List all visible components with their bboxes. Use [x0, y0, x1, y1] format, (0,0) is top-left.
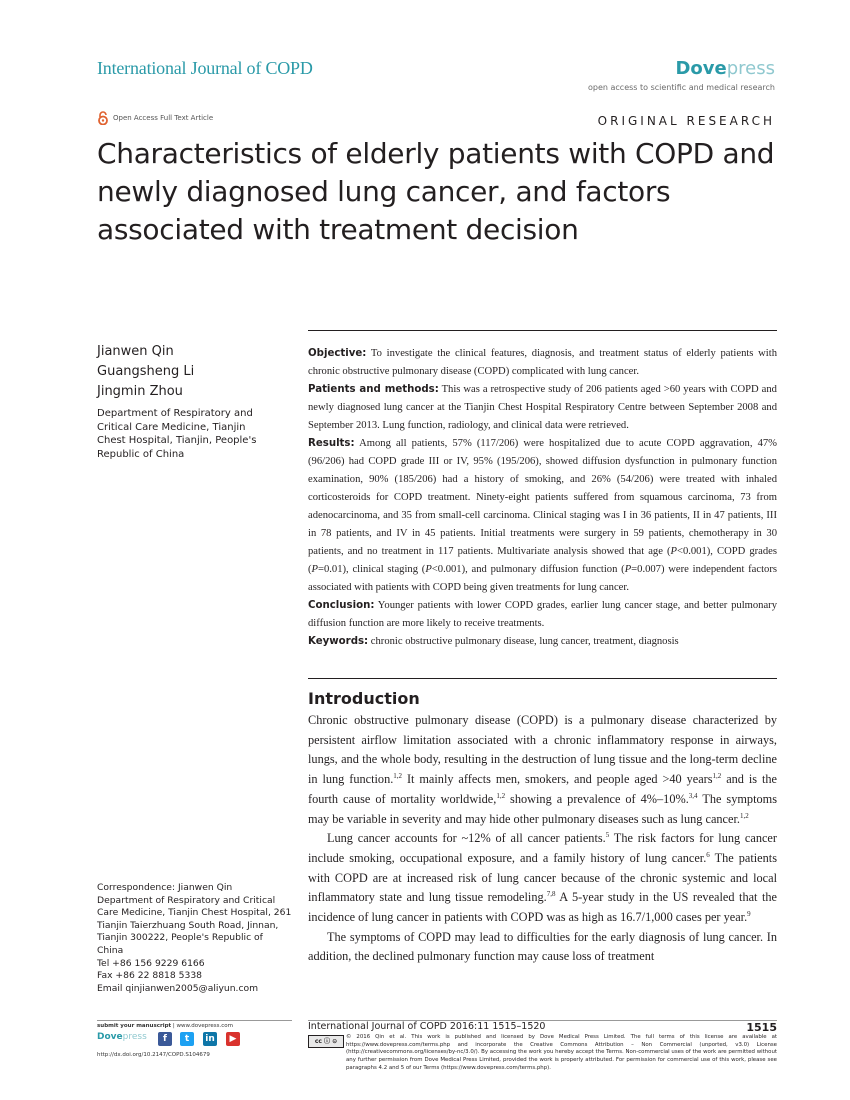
footer-publisher-logo[interactable]: [97, 1032, 147, 1042]
reference-link[interactable]: 1,2: [739, 811, 749, 820]
abstract: [308, 345, 777, 651]
intro-text: Lung cancer accounts for ~12% of all cancer patients.: [327, 831, 606, 846]
results-text: Among all patients, 57% (117/206) were hospitalized due to acute COPD aggravation, 47% (96/206) had COPD grade III or IV, 95% (195/206), showed diffusion dysfunction in pulmonary function examination, 90% (185/206) had a history of smoking, and 26% (54/206) were treated with inhaled corticosteroids for COPD treatment. Ninety-eight patients suffered from squamous carcinoma, 73 from adenocarcinoma, and 35 from small-cell carcinoma. Clinical staging was I in 36 patients, II in 47 patients, III in 78 patients, and IV in 45 patients. Initial treatments were surgery in 59 patients, chemotherapy in 30 patients, and no treatment in 117 patients. Multivariate analysis showed that age (: [308, 438, 777, 557]
methods-label: Patients and methods:: [308, 384, 439, 395]
results-text: =0.007) were independent factors associated with patients with COPD being given treatments for lung cancer.: [308, 564, 777, 593]
methods-text: This was a retrospective study of 206 patients aged >60 years with COPD and newly diagnosed lung cancer at the Tianjin Chest Hospital Respiratory Centre between September 2008 and September 2013. Lung function, radiology, and clinical data were retrieved.: [308, 384, 777, 431]
intro-text: It mainly affects men, smokers, and people aged >40 years: [402, 772, 713, 787]
objective-text: To investigate the clinical features, diagnosis, and treatment status of elderly patients with chronic obstructive pulmonary disease (COPD) complicated with lung cancer.: [308, 348, 777, 377]
reference-link[interactable]: 1,2: [393, 772, 403, 781]
abstract-objective: [308, 345, 777, 381]
results-text: =0.01), clinical staging (: [318, 564, 426, 575]
results-text: <0.001), COPD grades (: [308, 546, 777, 575]
footer-logo-light: press: [122, 1032, 147, 1042]
reference-link[interactable]: 9: [747, 909, 751, 918]
page-number: 1515: [746, 1021, 777, 1034]
abstract-results: [308, 435, 777, 597]
intro-text: Chronic obstructive pulmonary disease (COPD) is a pulmonary disease characterized by persistent airflow limitation associated with a chronic inflammatory response in airways, lungs, and the whole body, resulting in the destruction of lung tissue and the long-term decline in lung function.: [308, 713, 777, 787]
introduction-heading: Introduction: [308, 689, 420, 708]
intro-text: The symptoms may be variable in severity and may hide other pulmonary diseases such as lung cancer.: [308, 791, 777, 826]
p-value-symbol: P: [425, 564, 432, 575]
doi-link[interactable]: http://dx.doi.org/10.2147/COPD.S104679: [97, 1052, 210, 1058]
conclusion-text: Younger patients with lower COPD grades, earlier lung cancer stage, and better pulmonary diffusion function are more likely to receive treatments.: [308, 600, 777, 629]
publisher-logo-bold: Dove: [675, 58, 727, 79]
publisher-logo[interactable]: [675, 58, 775, 79]
correspondence-block: [97, 882, 292, 995]
creative-commons-badge[interactable]: cc ⓘ ⊝: [308, 1035, 344, 1048]
objective-label: Objective:: [308, 348, 367, 359]
results-label: Results:: [308, 438, 355, 449]
submit-url: | www.dovepress.com: [171, 1023, 233, 1029]
intro-paragraph: [308, 928, 777, 967]
intro-text: The risk factors for lung cancer include smoking, occupational exposure, and a family history of lung cancer.: [308, 831, 777, 865]
reference-link[interactable]: 7,8: [546, 890, 556, 899]
article-type: ORIGINAL RESEARCH: [597, 114, 775, 128]
intro-text: showing a prevalence of 4%–10%.: [505, 791, 689, 806]
intro-text: A 5-year study in the US revealed that the incidence of lung cancer in patients with COPD was as high as 16.7/1,000 cases per year.: [308, 890, 777, 925]
journal-name[interactable]: International Journal of COPD: [97, 58, 313, 78]
author-name[interactable]: Jianwen Qin: [97, 344, 174, 359]
reference-link[interactable]: 6: [706, 850, 710, 859]
intro-paragraph: [308, 711, 777, 829]
intro-paragraph: [308, 829, 777, 928]
abstract-conclusion: [308, 597, 777, 633]
correspondence-text: Correspondence: Jianwen Qin Department of Respiratory and Critical Care Medicine, Tianjin Chest Hospital, 261 Tianjin Taierzhuang South Road, Jinnan, Tianjin 300222, People's Republic of China Tel +86 156 9229 6166 Fax +86 22 8818 5338 Email qinjianwen2005@aliyun.com: [97, 882, 292, 994]
author-name[interactable]: Guangsheng Li: [97, 364, 195, 379]
facebook-icon[interactable]: f: [158, 1032, 172, 1046]
abstract-bottom-divider: [308, 678, 777, 679]
keywords-label: Keywords:: [308, 636, 369, 647]
results-text: <0.001), and pulmonary diffusion function (: [431, 564, 625, 575]
license-text: © 2016 Qin et al. This work is published and licensed by Dove Medical Press Limited. The full terms of this license are available at https://www.dovepress.com/terms.php and incorporate the Creative Commons Attribution – Non Commercial (unported, v3.0) License (http://creativecommons.org/licenses/by-nc/3.0/). By accessing the work you hereby accept the Terms. Non-commercial uses of the work are permitted without any further permission from Dove Medical Press Limited, provided the work is properly attributed. For permission for commercial use of this work, please see paragraphs 4.2 and 5 of our Terms (https://www.dovepress.com/terms.php).: [346, 1034, 777, 1071]
p-value-symbol: P: [311, 564, 319, 575]
author-affiliation: Department of Respiratory and Critical Care Medicine, Tianjin Chest Hospital, Tianjin, People's Republic of China: [97, 408, 257, 460]
open-access-icon: [97, 111, 109, 125]
author-name[interactable]: Jingmin Zhou: [97, 384, 183, 399]
author-list: [97, 342, 194, 402]
reference-link[interactable]: 5: [605, 831, 610, 840]
journal-citation: International Journal of COPD 2016:11 1515–1520: [308, 1021, 546, 1032]
intro-text: The symptoms of COPD may lead to difficulties for the early diagnosis of lung cancer. In addition, the declined pulmonary function may cause loss of treatment: [308, 929, 777, 964]
footer-divider-left: [97, 1020, 292, 1021]
conclusion-label: Conclusion:: [308, 600, 375, 611]
intro-text: and is the fourth cause of mortality worldwide,: [308, 772, 777, 806]
linkedin-icon[interactable]: in: [203, 1032, 217, 1046]
abstract-methods: [308, 381, 777, 435]
p-value-symbol: P: [624, 564, 632, 575]
publisher-tagline: open access to scientific and medical research: [588, 83, 775, 92]
open-access-label: Open Access Full Text Article: [113, 114, 214, 122]
introduction-body: [308, 711, 777, 967]
submit-label: submit your manuscript: [97, 1023, 172, 1029]
reference-link[interactable]: 3,4: [688, 791, 698, 800]
reference-link[interactable]: 1,2: [496, 791, 506, 800]
youtube-icon[interactable]: ▶: [226, 1032, 240, 1046]
abstract-top-divider: [308, 330, 777, 331]
publisher-logo-light: press: [726, 58, 775, 79]
abstract-keywords: [308, 633, 777, 651]
reference-link[interactable]: 1,2: [712, 772, 722, 781]
p-value-symbol: P: [670, 546, 677, 557]
article-title: Characteristics of elderly patients with COPD and newly diagnosed lung cancer, and factors associated with treatment decision: [97, 137, 775, 246]
footer-logo-bold: Dove: [97, 1032, 123, 1042]
intro-text: The patients with COPD are at increased risk of lung cancer because of the chronic systemic and local inflammatory state and lung tissue remodeling.: [308, 850, 777, 905]
keywords-text: chronic obstructive pulmonary disease, lung cancer, treatment, diagnosis: [368, 636, 679, 647]
twitter-icon[interactable]: t: [180, 1032, 194, 1046]
submit-manuscript-link[interactable]: [97, 1023, 233, 1029]
